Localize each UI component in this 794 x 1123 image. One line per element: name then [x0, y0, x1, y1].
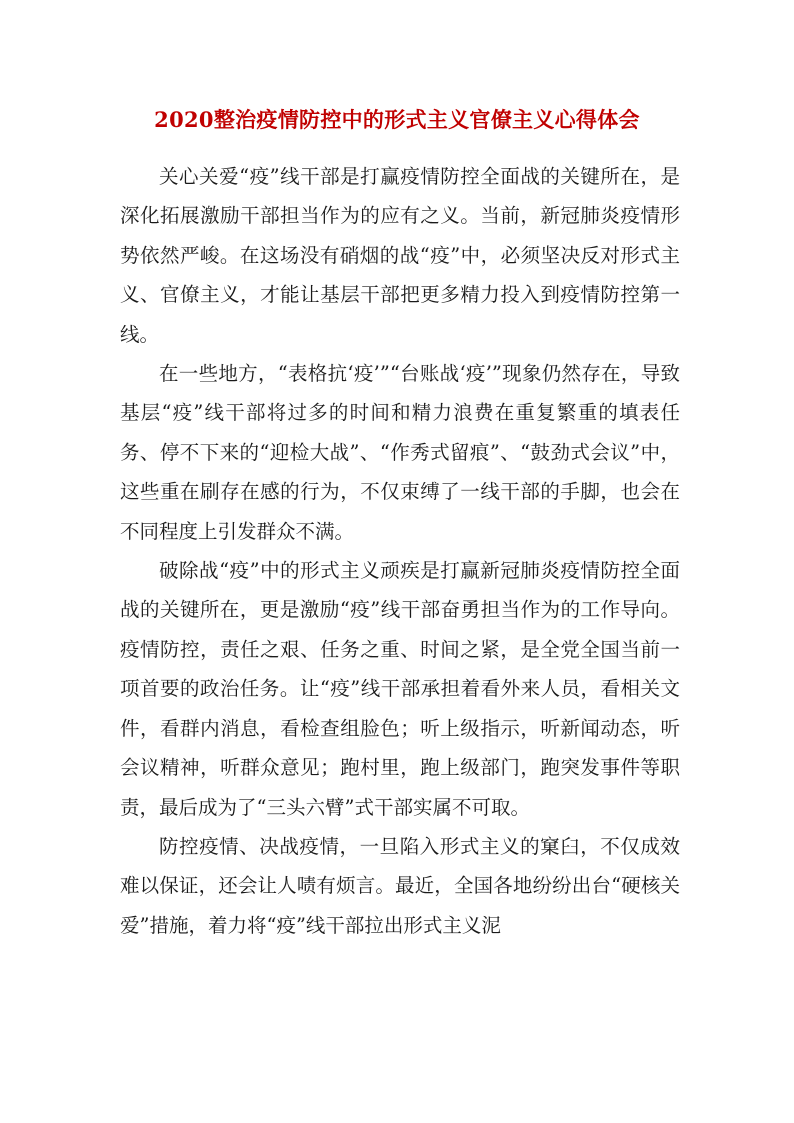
document-body — [120, 157, 680, 945]
paragraph-4: 防控疫情、决战疫情，一旦陷入形式主义的窠臼，不仅成效难以保证，还会让人啧有烦言。最近，全国各地纷纷出台“硬核关爱”措施，着力将“疫”线干部拉出形式主义泥 — [120, 834, 680, 937]
paragraph-1: 关心关爱“疫”线干部是打赢疫情防控全面战的关键所在，是深化拓展激励干部担当作为的应有之义。当前，新冠肺炎疫情形势依然严峻。在这场没有硝烟的战“疫”中，必须坚决反对形式主义、官僚主义，才能让基层干部把更多精力投入到疫情防控第一线。 — [120, 165, 680, 346]
paragraph-3: 破除战“疫”中的形式主义顽疾是打赢新冠肺炎疫情防控全面战的关键所在，更是激励“疫”线干部奋勇担当作为的工作导向。疫情防控，责任之艰、任务之重、时间之紧，是全党全国当前一项首要的政治任务。让“疫”线干部承担着看外来人员，看相关文件，看群内消息，看检查组脸色；听上级指示，听新闻动态，听会议精神，听群众意见；跑村里，跑上级部门，跑突发事件等职责，最后成为了“三头六臂”式干部实属不可取。 — [120, 559, 680, 819]
paragraph-2: 在一些地方，“表格抗‘疫’”“台账战‘疫’”现象仍然存在，导致基层“疫”线干部将过多的时间和精力浪费在重复繁重的填表任务、停不下来的“迎检大战”、“作秀式留痕”、“鼓劲式会议”中，这些重在刷存在感的行为，不仅束缚了一线干部的手脚，也会在不同程度上引发群众不满。 — [120, 362, 680, 543]
document-title: 2020整治疫情防控中的形式主义官僚主义心得体会 — [154, 107, 640, 132]
